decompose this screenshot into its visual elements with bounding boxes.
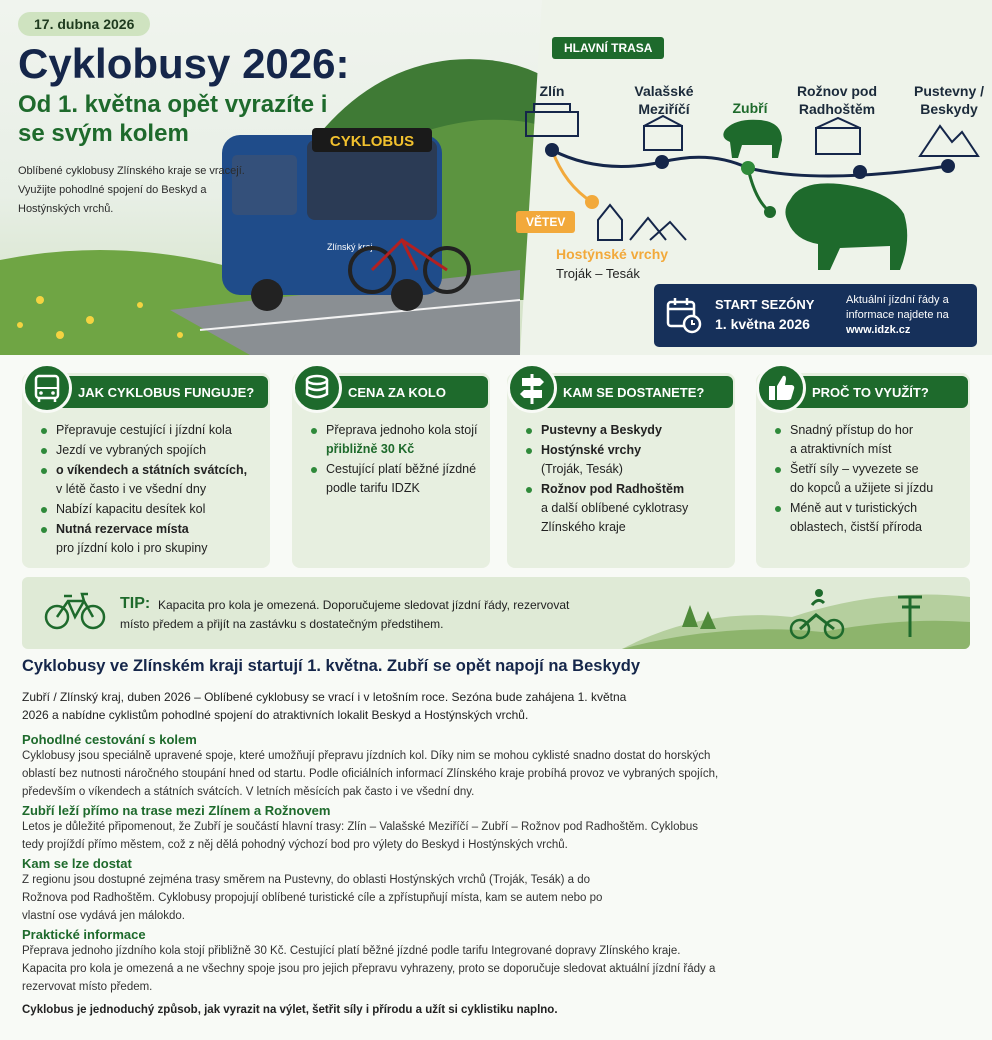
article-closing: Cyklobus je jednoduchý způsob, jak vyrazit na výlet, šetřit síly i přírodu a užít si cyklistiku naplno. [22,1004,558,1016]
list-item: Šetří síly – vyvezete se do kopců a užijete si jízdu [772,460,933,498]
section-text: Cyklobusy jsou speciálně upravené spoje, které umožňují přepravu jízdních kol. Díky nim se mohou cyklisté snadno dostat do horských oblastí bez nutnosti náročného stoupání hned od startu. Podle oficiálních informací Zlínského kraje probíhá provoz ve vybraných spojích, především o víkendech a státních svátcích. V letních měsících pak často i ve všední dny. [22,750,719,798]
card-title: PROČ TO VYUŽÍT? [780,376,968,408]
hero-photo-area [0,0,545,355]
stop-dot-pustevny [941,159,955,173]
section-heading: Kam se lze dostat [22,856,132,871]
valmez-building-icon [644,116,682,150]
calendar-clock-icon [666,296,702,334]
intro-text: Oblíbené cyklobusy Zlínského kraje se vracejí. Využijte pohodlné spojení do Beskyd a Hostýnských vrchů. [18,165,245,215]
stop-dot-branch [585,195,599,209]
list-item: Nabízí kapacitu desítek kol [38,500,247,519]
list-item: Méně aut v turistických oblastech, čistší příroda [772,499,933,537]
branch-name: Hostýnské vrchy [556,246,669,262]
card-list [523,421,688,538]
publish-date-badge: 17. dubna 2026 [18,12,150,36]
church-icon [598,205,686,240]
section-heading: Zubří leží přímo na trase mezi Zlínem a Rožnovem [22,803,331,818]
season-start-label: START SEZÓNY [715,297,815,312]
card-title: JAK CYKLOBUS FUNGUJE? [46,376,268,408]
card-title: CENA ZA KOLO [316,376,488,408]
stop-valasske-mezirici: Valašské Meziříčí [634,83,694,117]
bus-side-label: Zlínský kraj [327,242,373,252]
large-bison-icon [785,183,907,270]
card-list [772,421,933,538]
list-item: Přepravuje cestující i jízdní kola [38,421,247,440]
list-item: Rožnov pod Radhoštěm a další oblíbené cyklotrasy Zlínského kraje [523,480,688,537]
card-list [38,421,247,559]
card-how-it-works [22,373,270,568]
landscape-cyclist-illustration [622,577,970,649]
card-price [292,373,490,568]
tip-text: Kapacita pro kola je omezená. Doporučujeme sledovat jízdní řády, rezervovat místo předem a přijít na zastávku s dostatečným předstihem. [120,598,570,631]
bicycle-icon [44,591,106,631]
article-lead: Zubří / Zlínský kraj, duben 2026 – Oblíbené cyklobusy se vrací i v letošním roce. Sezóna bude zahájena 1. května 2026 a nabídne cyklistům pohodlné spojení do atraktivních lokalit Beskyd a Hostýnských vrchů. [22,690,627,722]
stop-zubri: Zubří [732,100,768,116]
list-item: Přeprava jednoho kola stojí přibližně 30 Kč [308,421,477,459]
stop-pustevny: Pustevny / Beskydy [913,83,985,117]
article-headline: Cyklobusy ve Zlínském kraji startují 1. května. Zubří se opět napojí na Beskydy [22,657,641,675]
coins-icon [292,363,342,413]
list-item: Hostýnské vrchy (Troják, Tesák) [523,441,688,479]
tip-label: TIP: [120,595,151,612]
card-destinations [507,373,735,568]
list-item: Cestující platí běžné jízdné podle tarifu IDZK [308,460,477,498]
list-item: Pustevny a Beskydy [523,421,688,440]
section-text: Z regionu jsou dostupné zejména trasy směrem na Pustevny, do oblasti Hostýnských vrchů (Troják, Tesák) a do Rožnova pod Radhoštěm. Cyklobusy propojují oblíbené turistické cíle a zpřístupňují místa, kam se autem nebo po vlastní ose vydává jen málokdo. [22,874,603,922]
bison-icon [723,120,782,158]
cyclobus-illustration [212,120,482,320]
section-text: Letos je důležité připomenout, že Zubří je součástí hlavní trasy: Zlín – Valašské Meziříčí – Zubří – Rožnov pod Radhoštěm. Cyklobus tedy projíždí přímo městem, což z něj dělá pohodný výchozí bod pro výlety do Beskyd i Hostýnských vrchů. [22,821,699,851]
zlin-building-icon [526,104,578,136]
stop-dot-valmez [655,155,669,169]
list-item: Nutná rezervace místa pro jízdní kolo i pro skupiny [38,520,247,558]
branch-route-tag: VĚTEV [516,211,575,233]
signpost-icon [507,363,557,413]
roznov-building-icon [816,118,860,154]
stop-dot-roznov [853,165,867,179]
main-subtitle: Od 1. května opět vyrazíte i se svým kolem [18,91,328,147]
season-start-box [654,284,977,347]
card-list [308,421,477,499]
thumbs-up-icon [756,363,806,413]
card-why [756,373,970,568]
season-start-date: 1. května 2026 [715,316,810,332]
idzk-link[interactable]: www.idzk.cz [846,324,911,336]
stop-roznov: Rožnov pod Radhoštěm [796,83,878,117]
season-info [846,293,976,338]
tip-banner [22,577,970,649]
article [22,657,970,1016]
stop-dot-zlin [545,143,559,157]
section-heading: Pohodlné cestování s kolem [22,732,197,747]
main-title: Cyklobusy 2026: [18,40,350,87]
hero-banner [0,0,992,355]
bus-icon [22,363,72,413]
list-item: Jezdí ve vybraných spojích [38,441,247,460]
section-heading: Praktické informace [22,927,146,942]
stop-zlin: Zlín [539,83,565,99]
list-item: Snadný přístup do hor a atraktivních míst [772,421,933,459]
section-text: Přeprava jednoho jízdního kola stojí přibližně 30 Kč. Cestující platí běžné jízdné podle tarifu Integrované dopravy Zlínského kraje. Kapacita pro kola je omezená a ne všechny spoje jsou pro jejich přepravu vyhrazeny, proto se doporučuje sledovat aktuální jízdní řády a rezervovat místo předem. [22,945,716,993]
mountain-icon [920,126,978,156]
list-item: o víkendech a státních svátcích, v létě často i ve všední dny [38,461,247,499]
main-route-tag: HLAVNÍ TRASA [552,37,664,59]
stop-dot-zubri [741,161,755,175]
branch-stops: Troják – Tesák [556,266,640,281]
card-title: KAM SE DOSTANETE? [531,376,733,408]
season-info-text: Aktuální jízdní řády a informace najdete na [846,294,949,321]
bus-destination-sign: CYKLOBUS [329,133,415,150]
